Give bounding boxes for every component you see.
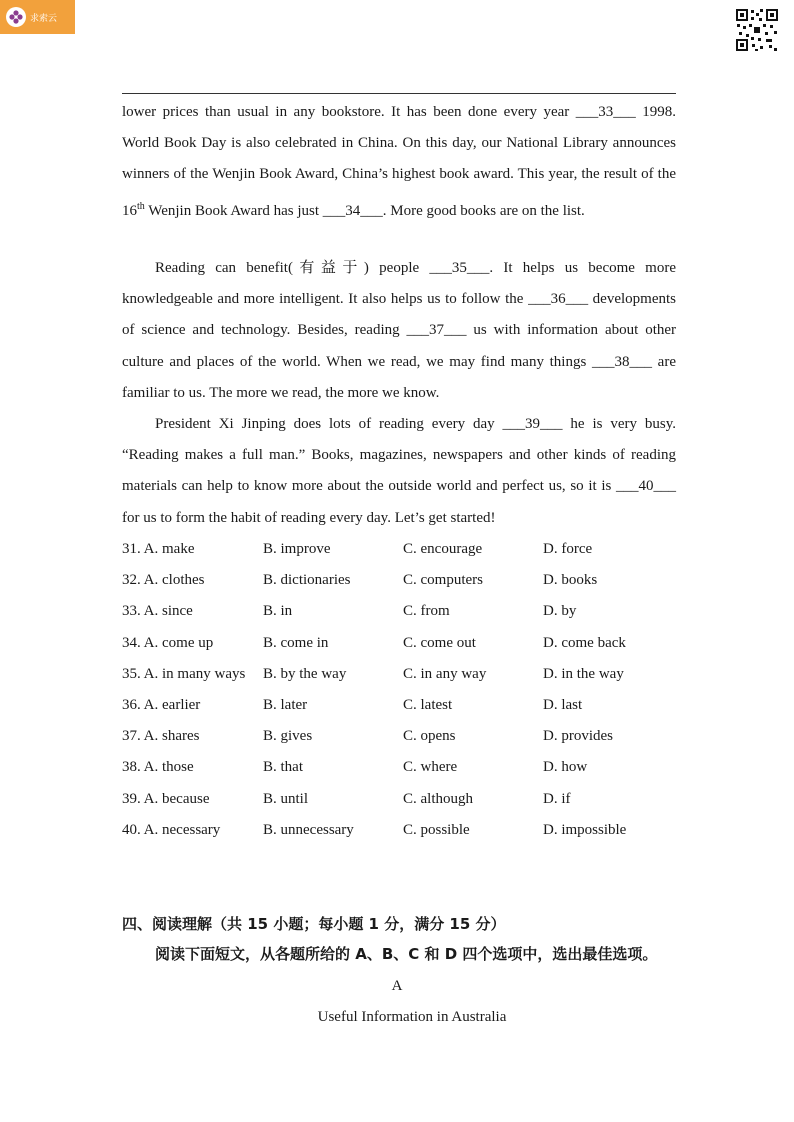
option-a: 33. A. since <box>122 603 193 620</box>
p3-text-1: President Xi Jinping does lots of reading every day <box>155 416 503 432</box>
passage-label: A <box>391 978 403 994</box>
option-a: 36. A. earlier <box>122 696 201 713</box>
option-row-33 <box>122 596 682 627</box>
option-d: D. impossible <box>543 821 627 838</box>
logo-text: 求索云 <box>30 13 58 24</box>
option-b: B. in <box>263 603 293 620</box>
p1-text-2: 1998. World Book Day is also celebrated in China. On this day, our National Library announces winners of the Wenjin Book Award, China’s highest book award. This year, the result of the 16 <box>122 104 677 219</box>
passage-paragraph-2 <box>122 253 676 409</box>
option-a: 39. A. because <box>122 790 210 807</box>
option-row-40 <box>122 815 682 846</box>
option-row-35 <box>122 659 682 690</box>
blank-38: ___38___ <box>592 353 652 370</box>
option-d: D. come back <box>543 634 626 651</box>
option-row-39 <box>122 784 682 815</box>
passage-title: Useful Information in Australia <box>317 1009 507 1025</box>
p1-text-3: Wenjin Book Award has just <box>144 202 323 219</box>
option-d: D. in the way <box>543 665 624 682</box>
p2-text-3: developments of science and technology. Besides, reading <box>122 291 676 339</box>
option-d: D. last <box>543 696 583 713</box>
blank-34: ___34___ <box>322 202 383 219</box>
option-b: B. later <box>263 696 308 713</box>
option-a: 40. A. necessary <box>122 821 221 838</box>
option-c: C. although <box>403 790 473 807</box>
option-d: D. by <box>543 603 577 620</box>
option-row-38 <box>122 752 682 783</box>
option-a: 31. A. make <box>122 541 195 557</box>
section-heading: 四、阅读理解（共 15 小题；每小题 1 分，满分 15 分） <box>122 915 506 933</box>
blank-33: ___33___ <box>575 104 636 120</box>
option-d: D. provides <box>543 728 613 745</box>
option-b: B. unnecessary <box>263 821 354 838</box>
option-c: C. come out <box>403 634 476 651</box>
option-c: C. opens <box>403 728 456 745</box>
option-c: C. latest <box>403 696 453 713</box>
p2-text-4: us with information about other culture and places of the world. When we read, we may find many things <box>122 322 677 370</box>
p2-text-5: are familiar to us. The more we read, the more we know. <box>122 353 676 401</box>
blank-37: ___37___ <box>406 322 467 339</box>
option-c: C. where <box>403 759 458 776</box>
superscript-th: th <box>137 200 145 212</box>
option-d: D. if <box>543 790 571 807</box>
option-row-34 <box>122 628 682 659</box>
option-b: B. come in <box>263 634 329 651</box>
option-a: 38. A. those <box>122 759 194 776</box>
p1-text-4: . More good books are on the list. <box>382 202 585 219</box>
option-c: C. in any way <box>403 665 487 682</box>
blank-40: ___40___ <box>616 478 676 495</box>
answer-options <box>122 534 682 846</box>
option-b: B. dictionaries <box>263 572 351 589</box>
p3-text-3: for us to form the habit of reading every day. Let’s get started! <box>122 509 496 526</box>
option-a: 37. A. shares <box>122 728 200 745</box>
option-b: B. that <box>263 759 303 776</box>
brand-logo <box>0 0 75 34</box>
blank-36: ___36___ <box>528 291 589 308</box>
option-row-31 <box>122 534 682 565</box>
option-row-36 <box>122 690 682 721</box>
option-a: 35. A. in many ways <box>122 665 246 682</box>
option-c: C. computers <box>403 572 483 589</box>
p1-text-1: lower prices than usual in any bookstore. It has been done every year <box>122 104 576 120</box>
option-b: B. until <box>263 790 309 807</box>
option-b: B. improve <box>263 541 331 557</box>
passage-paragraph-1 <box>122 97 676 227</box>
flower-logo-icon <box>6 7 26 27</box>
blank-39: ___39___ <box>502 416 563 432</box>
option-a: 34. A. come up <box>122 634 214 651</box>
option-row-37 <box>122 721 682 752</box>
p3-text-2: he is very busy. “Reading makes a full man.” Books, magazines, newspapers and other kinds of reading materials can help to know more about the outside world and perfect us, so it is <box>122 416 676 495</box>
option-c: C. encourage <box>403 541 483 557</box>
option-d: D. force <box>543 541 593 557</box>
header-rule <box>122 93 676 94</box>
option-c: C. possible <box>403 821 470 838</box>
section-instruction: 阅读下面短文，从各题所给的 A、B、C 和 D 四个选项中，选出最佳选项。 <box>155 945 658 963</box>
option-c: C. from <box>403 603 450 620</box>
blank-35: ___35___ <box>429 260 490 276</box>
option-a: 32. A. clothes <box>122 572 205 589</box>
p2-text-2: . It helps us become more knowledgeable and more intelligent. It also helps us to follow the <box>122 260 676 308</box>
option-d: D. books <box>543 572 598 589</box>
option-b: B. by the way <box>263 665 347 682</box>
option-d: D. how <box>543 759 588 776</box>
passage-paragraph-3 <box>122 409 676 534</box>
qr-code-icon <box>735 8 779 52</box>
p2-text-1: Reading can benefit(有益于) people <box>155 260 430 276</box>
option-row-32 <box>122 565 682 596</box>
option-b: B. gives <box>263 728 313 745</box>
